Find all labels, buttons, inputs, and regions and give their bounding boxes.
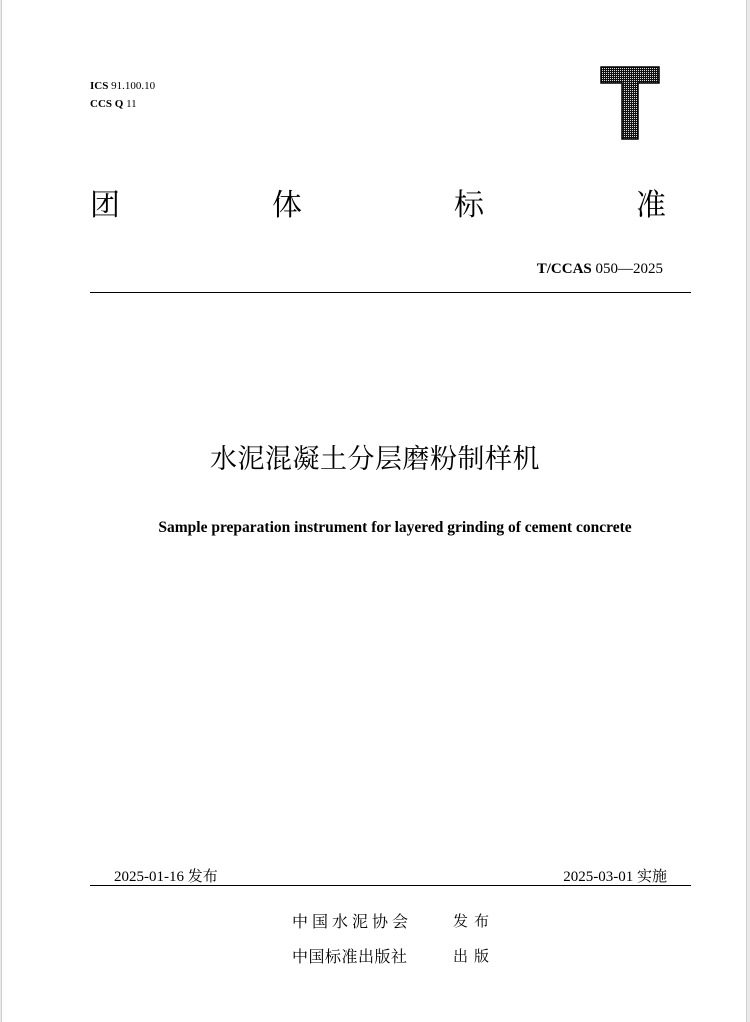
issuer-name: 中国水泥协会 [292, 912, 413, 931]
bottom-divider [90, 885, 691, 886]
title-chinese: 水泥混凝土分层磨粉制样机 [210, 444, 540, 475]
category-char: 准 [636, 188, 666, 223]
standard-number: T/CCAS 050—2025 [536, 261, 663, 277]
press-name: 中国标准出版社 [292, 947, 408, 966]
category-char: 团 [90, 188, 120, 223]
classification-codes [90, 77, 155, 113]
category-char: 体 [272, 188, 302, 223]
implementation-date: 2025-03-01 实施 [563, 869, 667, 885]
top-divider [90, 292, 691, 293]
issuer-role: 发布 [453, 912, 496, 930]
issue-date: 2025-01-16 发布 [114, 869, 218, 885]
ccs-code: CCS Q 11 [90, 98, 137, 110]
document-page [1, 0, 747, 1022]
t-logo-icon [600, 66, 660, 140]
category-char: 标 [454, 188, 484, 223]
standard-category [90, 186, 666, 226]
press-role: 出版 [453, 947, 496, 965]
title-english: Sample preparation instrument for layered grinding of cement concrete [158, 519, 632, 536]
ics-code: ICS 91.100.10 [90, 80, 156, 92]
